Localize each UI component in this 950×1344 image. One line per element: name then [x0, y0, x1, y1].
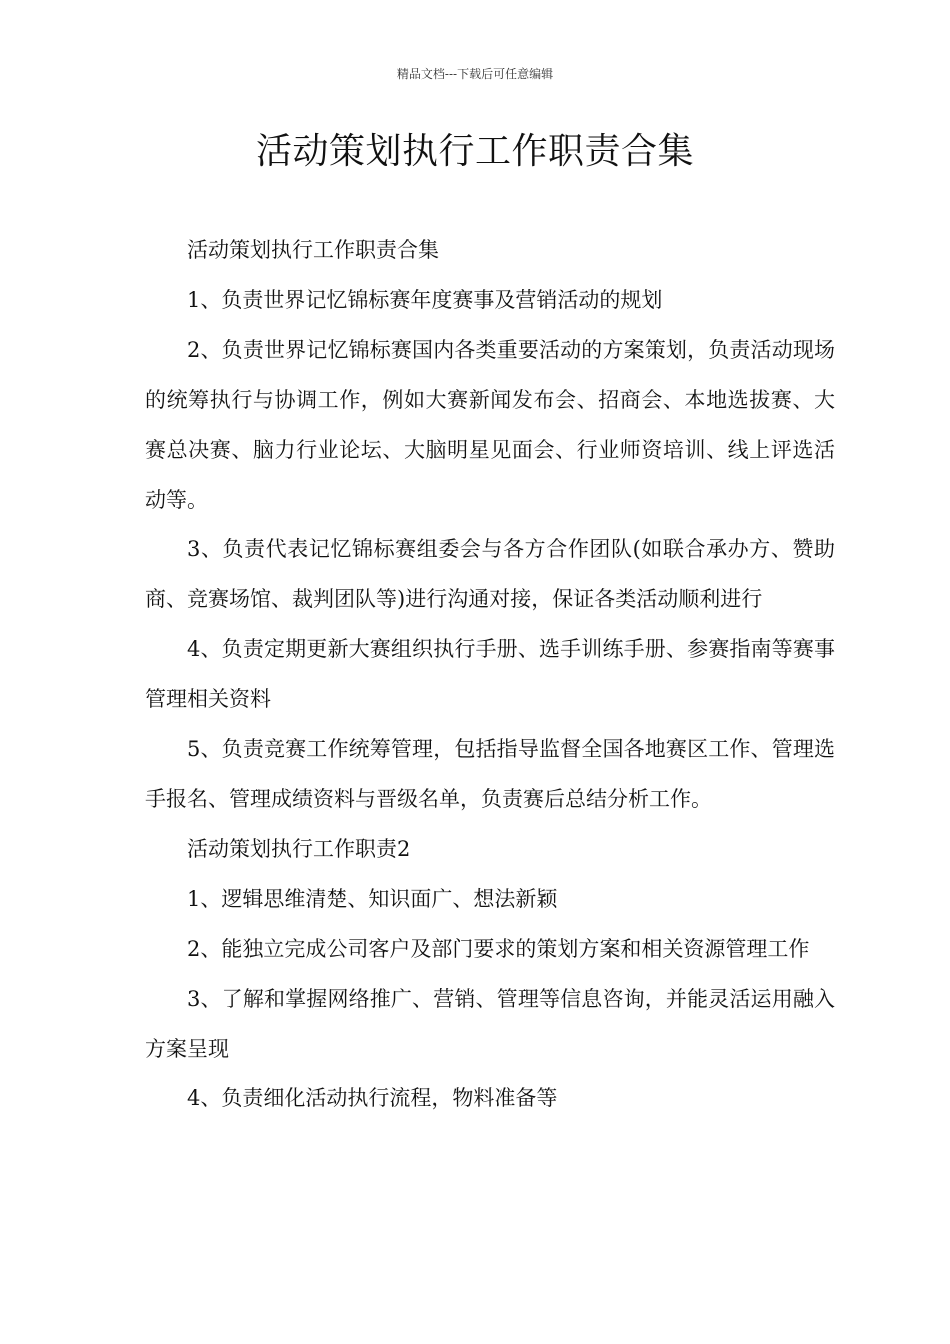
document-body: [145, 226, 835, 1124]
paragraph-item-4: 4、负责定期更新大赛组织执行手册、选手训练手册、参赛指南等赛事管理相关资料: [145, 637, 835, 712]
paragraph-section2-item-4: 4、负责细化活动执行流程，物料准备等: [187, 1086, 558, 1111]
paragraph-section2-item-1: 1、逻辑思维清楚、知识面广、想法新颖: [187, 886, 558, 911]
paragraph-item-1: 1、负责世界记忆锦标赛年度赛事及营销活动的规划: [187, 287, 663, 312]
paragraph-item-5: 5、负责竞赛工作统筹管理，包括指导监督全国各地赛区工作、管理选手报名、管理成绩资料与晋级名单，负责赛后总结分析工作。: [145, 737, 835, 811]
document-title: 活动策划执行工作职责合集: [255, 131, 694, 172]
paragraph-section2-item-2: 2、能独立完成公司客户及部门要求的策划方案和相关资源管理工作: [187, 936, 810, 961]
paragraph-item-2: 2、负责世界记忆锦标赛国内各类重要活动的方案策划，负责活动现场的统筹执行与协调工作，例如大赛新闻发布会、招商会、本地选拔赛、大赛总决赛、脑力行业论坛、大脑明星见面会、行业师资培训、线上评选活动等。: [145, 337, 835, 512]
paragraph-section2-item-3: 3、了解和掌握网络推广、营销、管理等信息咨询，并能灵活运用融入方案呈现: [145, 986, 835, 1061]
section-heading-2: 活动策划执行工作职责2: [187, 836, 411, 861]
paragraph-intro-heading: 活动策划执行工作职责合集: [187, 238, 439, 262]
paragraph-item-3: 3、负责代表记忆锦标赛组委会与各方合作团队(如联合承办方、赞助商、竞赛场馆、裁判团队等)进行沟通对接，保证各类活动顺利进行: [145, 537, 835, 612]
page-header: 精品文档---下载后可任意编辑: [396, 67, 554, 81]
